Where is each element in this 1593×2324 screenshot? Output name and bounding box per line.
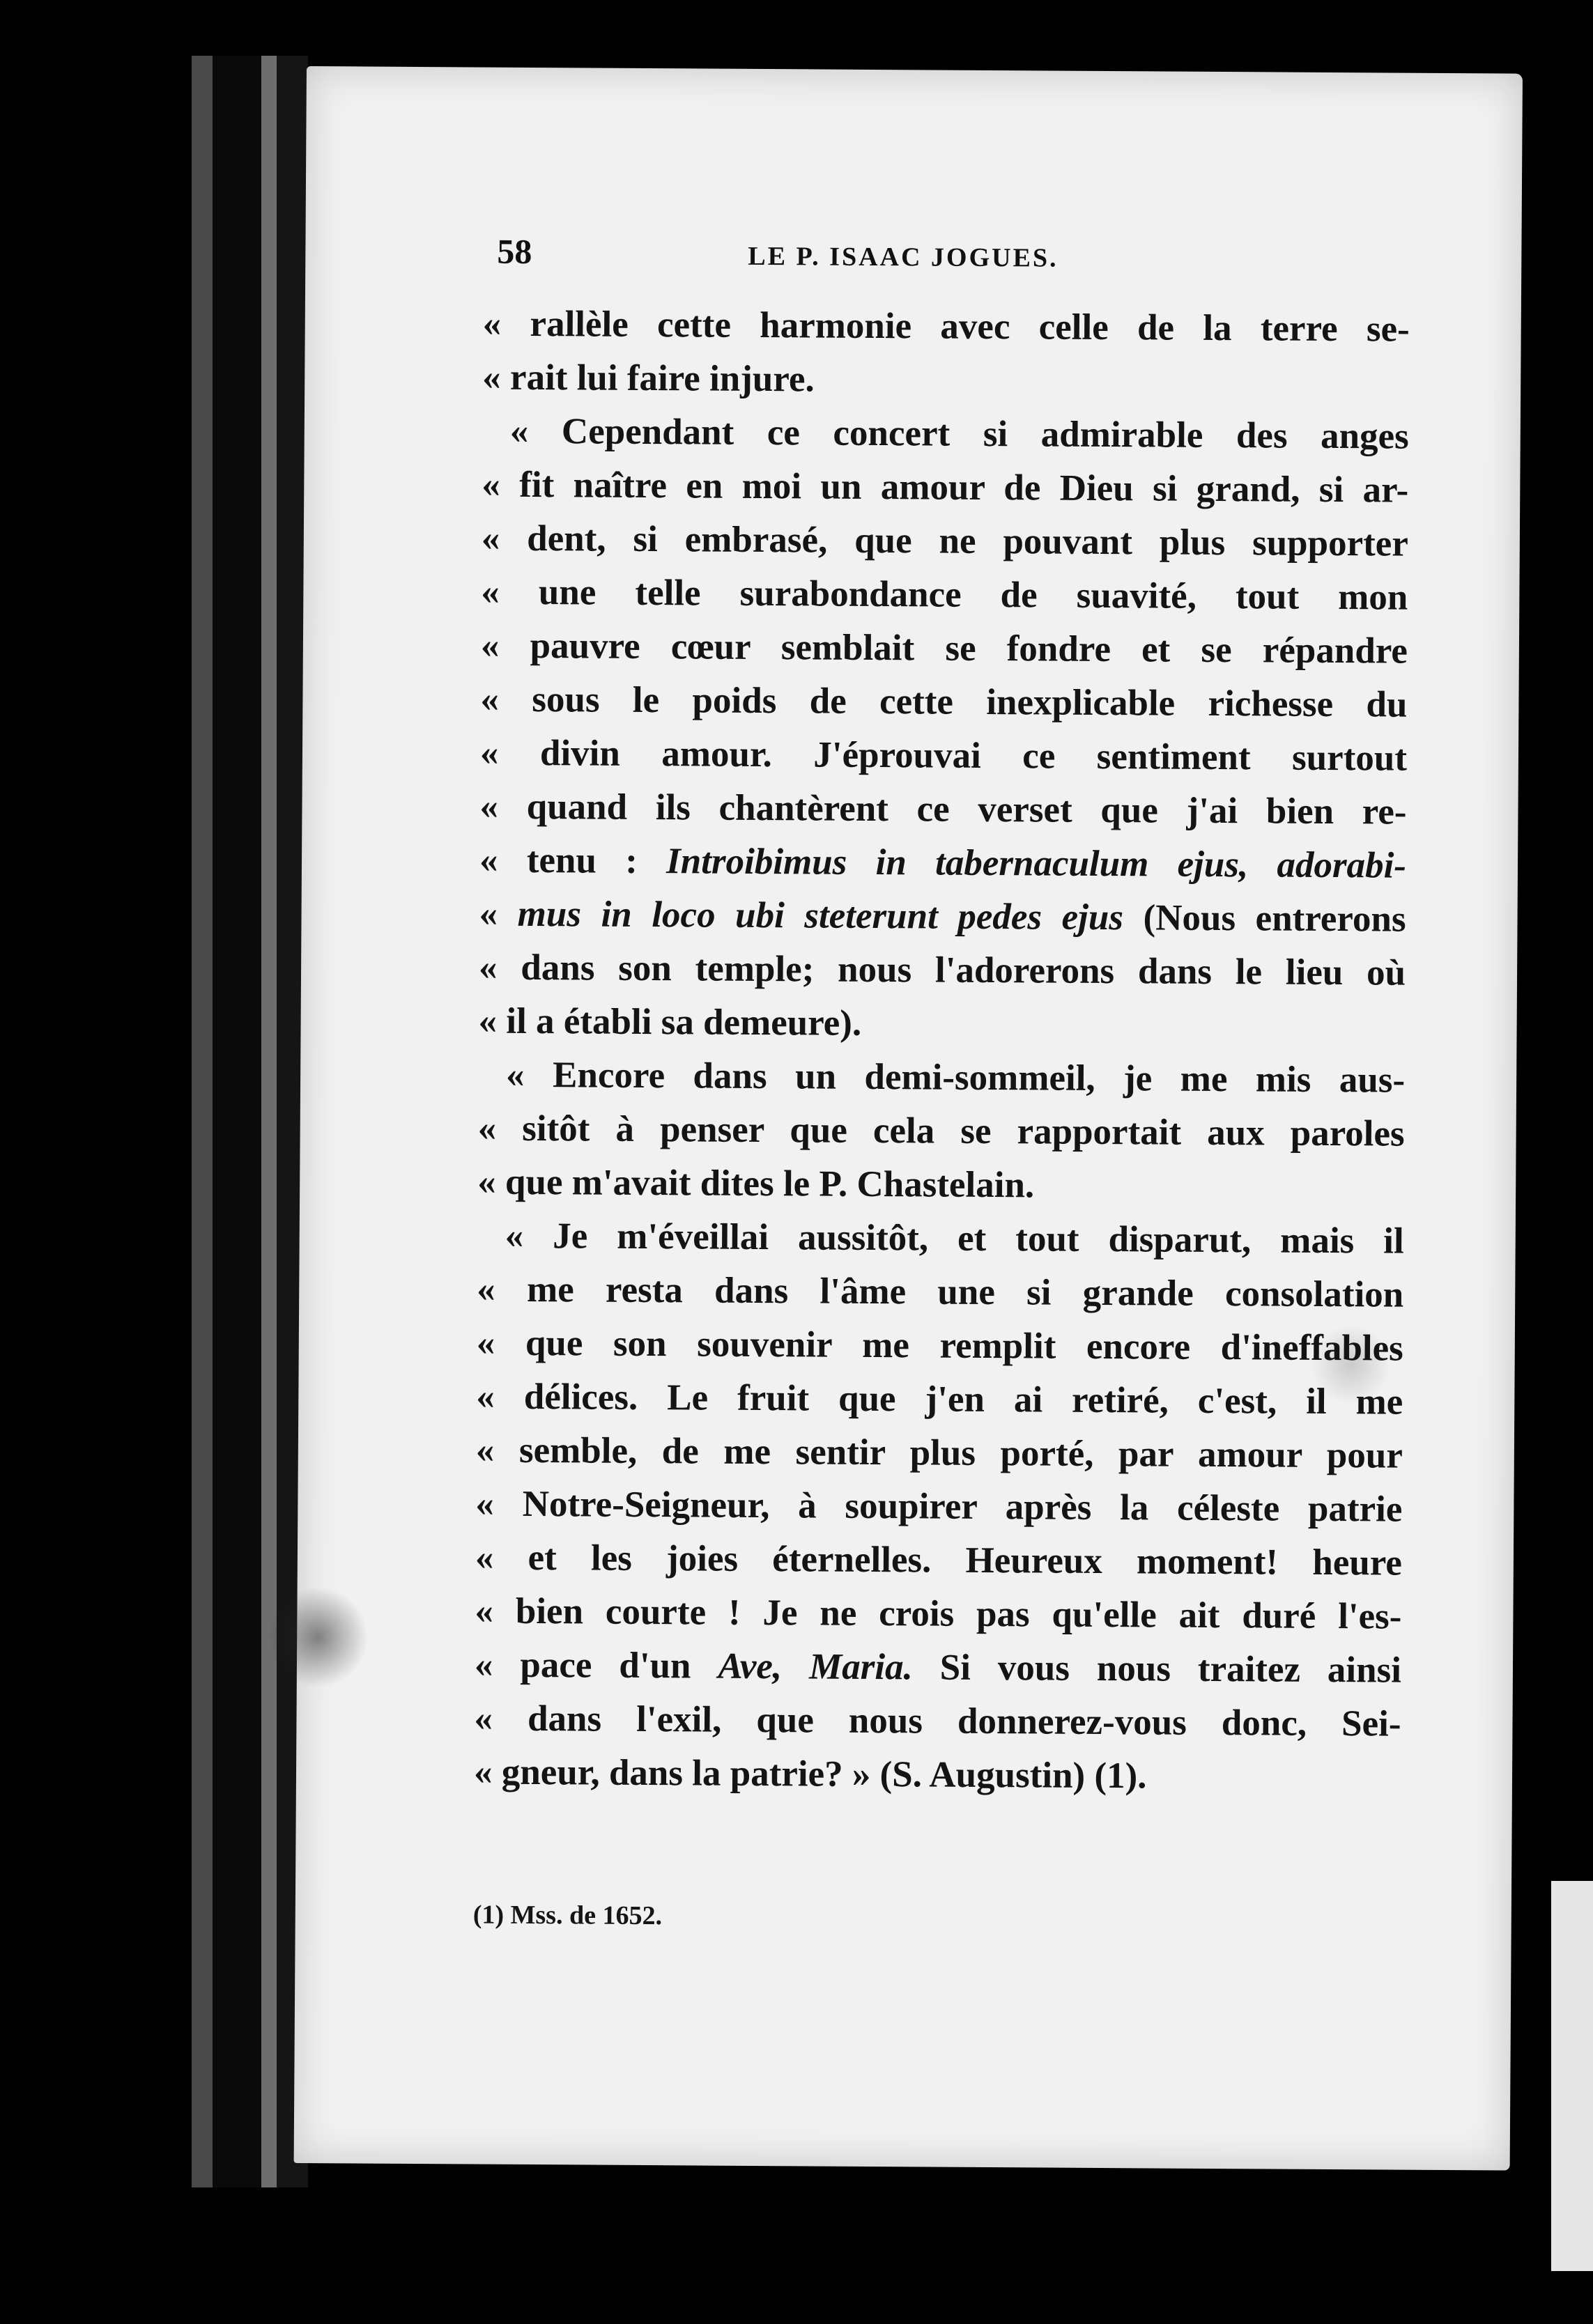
- book-page: [294, 66, 1523, 2171]
- page-header: [497, 231, 1445, 293]
- book-spine-edge: [192, 56, 213, 2187]
- text-line: « délices. Le fruit que j'en ai retiré, c'est, il me: [476, 1376, 1403, 1423]
- book-spine-edge: [261, 56, 277, 2187]
- text-line: « divin amour. J'éprouvai ce sentiment surtout: [479, 732, 1408, 779]
- text-line: « que m'avait dites le P. Chastelain.: [477, 1161, 1035, 1206]
- page-number: 58: [497, 231, 532, 271]
- text-line: « rait lui faire injure.: [482, 357, 815, 400]
- text-line: « fit naître en moi un amour de Dieu si grand, si ar-: [482, 464, 1409, 511]
- footnote: (1) Mss. de 1652.: [472, 1900, 663, 1931]
- text-line: « Notre-Seigneur, à soupirer après la céleste patrie: [475, 1483, 1403, 1530]
- text-line: « sous le poids de cette inexplicable richesse du: [480, 679, 1408, 725]
- text-line: « gneur, dans la patrie? » (S. Augustin) (1).: [473, 1751, 1147, 1797]
- ink-smudge: [269, 1585, 367, 1690]
- text-line-with-italic: [475, 1639, 1401, 1698]
- text-segment: « pace d'un: [474, 1644, 718, 1687]
- latin-quote: mus in loco ubi steterunt pedes ejus: [517, 893, 1124, 938]
- running-head: LE P. ISAAC JOGUES.: [748, 241, 1059, 273]
- text-line: « dent, si embrasé, que ne pouvant plus supporter: [481, 518, 1409, 564]
- text-segment: «: [479, 893, 518, 934]
- text-line: « bien courte ! Je ne crois pas qu'elle ait duré l'es-: [475, 1590, 1402, 1637]
- text-line: « une telle surabondance de suavité, tout mon: [481, 571, 1408, 618]
- text-line: « sitôt à penser que cela se rapportait aux paroles: [477, 1108, 1405, 1154]
- text-line-with-latin: [479, 888, 1406, 947]
- text-line: « quand ils chantèrent ce verset que j'ai bien re-: [479, 786, 1407, 832]
- latin-quote: Introibimus in tabernaculum ejus, adorabi-: [665, 841, 1407, 886]
- italic-phrase: Ave, Maria.: [718, 1645, 913, 1688]
- text-line-with-latin: [479, 834, 1406, 893]
- text-segment: (Nous entrerons: [1123, 897, 1406, 940]
- text-line: « que son souvenir me remplit encore d'ineffables: [476, 1322, 1403, 1369]
- text-line: « il a établi sa demeure).: [478, 1000, 862, 1044]
- text-segment: Si vous nous traitez ainsi: [912, 1647, 1402, 1691]
- text-line: « semble, de me sentir plus porté, par amour pour: [475, 1430, 1403, 1476]
- adjacent-page-edge: [1551, 1881, 1593, 2271]
- text-line: « me resta dans l'âme une si grande consolation: [477, 1269, 1404, 1315]
- text-segment: « tenu :: [479, 839, 667, 882]
- text-line: « pauvre cœur semblait se fondre et se répandre: [480, 625, 1408, 672]
- text-line: « rallèle cette harmonie avec celle de la terre se-: [482, 303, 1410, 350]
- text-line: « dans son temple; nous l'adorerons dans le lieu où: [478, 947, 1406, 993]
- text-line: « Je m'éveillai aussitôt, et tout disparut, mais il: [505, 1215, 1404, 1262]
- text-line: « et les joies éternelles. Heureux moment! heure: [475, 1537, 1403, 1583]
- text-line: « Cependant ce concert si admirable des anges: [509, 410, 1409, 457]
- text-line: « Encore dans un demi-sommeil, je me mis aus-: [505, 1054, 1406, 1101]
- body-text: [474, 297, 1410, 1805]
- book-spine-shadow: [213, 56, 261, 2187]
- text-line: « dans l'exil, que nous donnerez-vous donc, Sei-: [474, 1698, 1401, 1744]
